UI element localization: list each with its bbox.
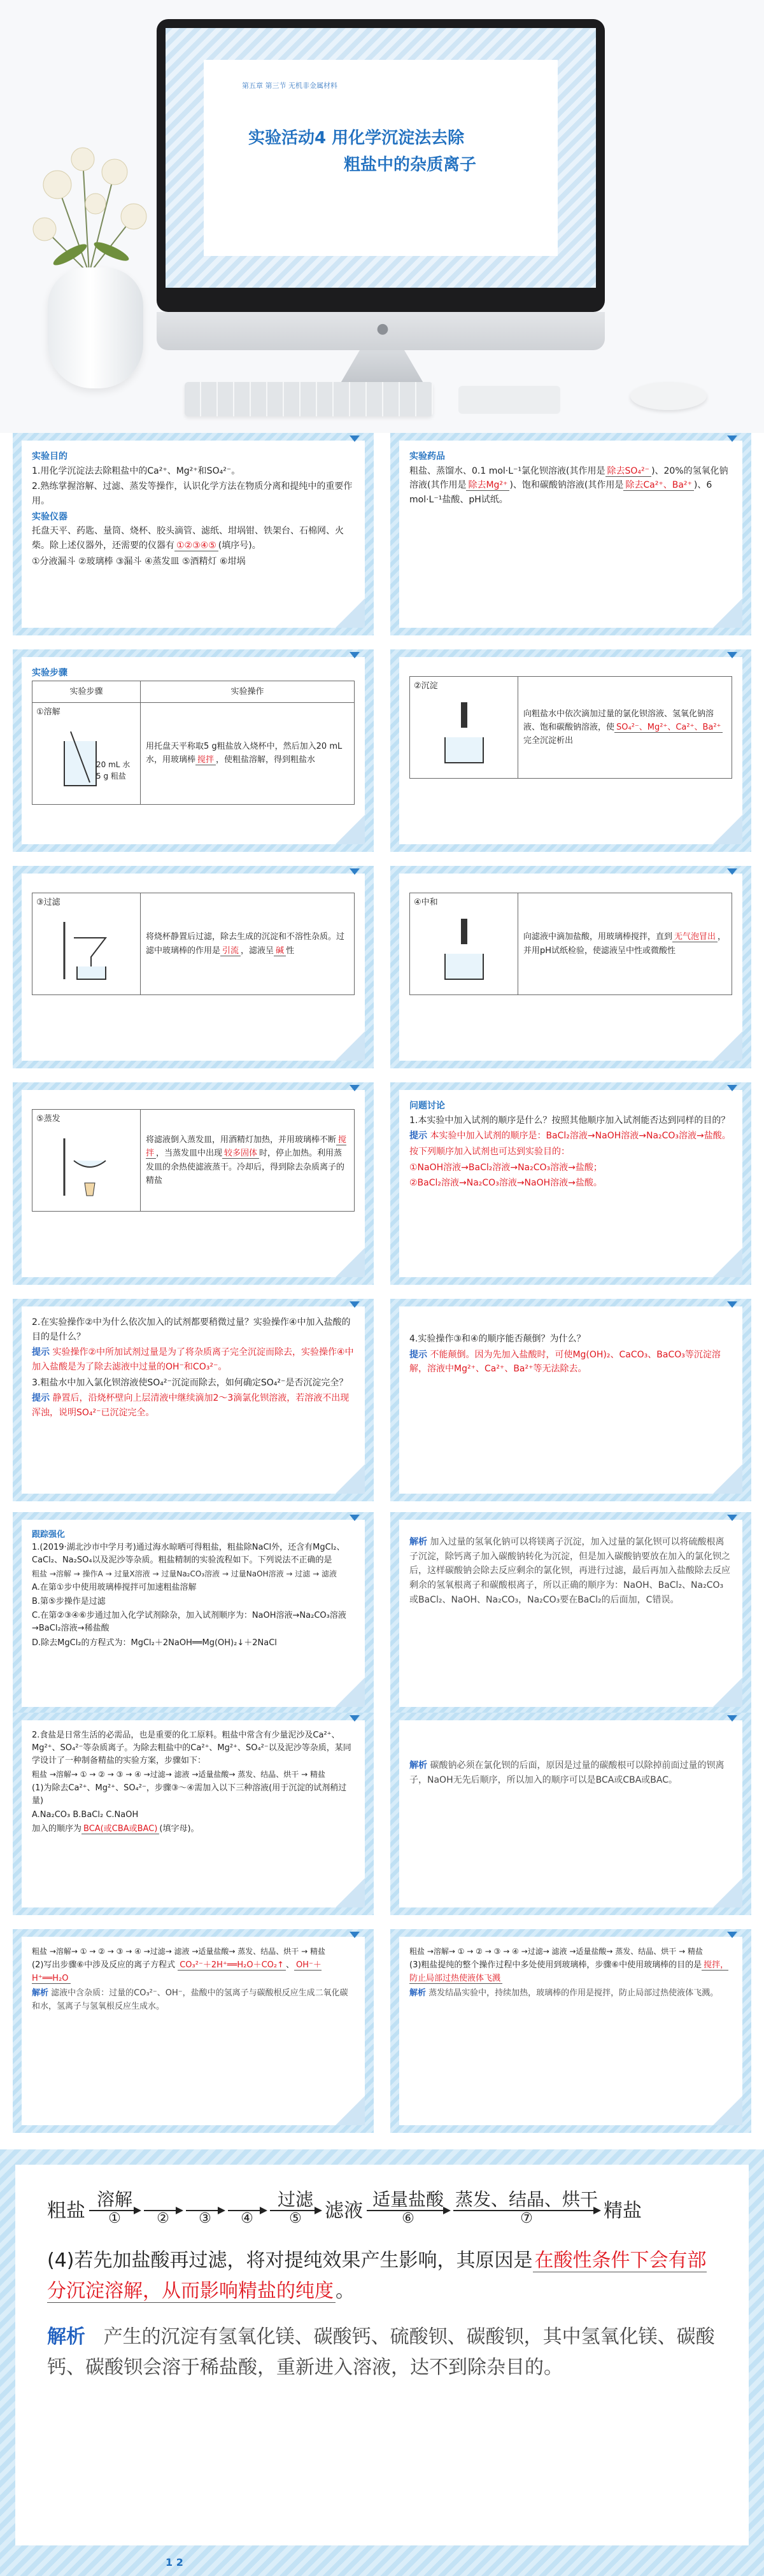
filter-funnel-icon bbox=[58, 919, 115, 982]
table-header: 实验操作 bbox=[141, 681, 355, 702]
bookmark-icon bbox=[350, 652, 360, 658]
section-title: 实验药品 bbox=[409, 451, 445, 462]
option-d: D.除去MgCl₂的方程式为：MgCl₂＋2NaOH══Mg(OH)₂↓＋2NaCl bbox=[32, 1638, 277, 1648]
purpose-1: 1.用化学沉淀法去除粗盐中的Ca²⁺、Mg²⁺和SO₄²⁻。 bbox=[32, 465, 241, 476]
section-title: 实验仪器 bbox=[32, 511, 67, 522]
keyboard bbox=[185, 382, 433, 416]
slide-step-evaporate: ⑤蒸发 将滤液倒入蒸发皿，用酒精灯加热，并用玻璃棒不断 搅拌 ，当蒸发皿中出现 较多固体 时，停止加热。利用蒸发皿的余热使滤液蒸干。冷却后，得到除去杂质离子的精盐 bbox=[13, 1082, 374, 1285]
slide-large-question-4: 粗盐 溶解 ① ② ③ ④ 过滤 ⑤ 滤液 适量盐酸 ⑥ 蒸发、结晶、烘干 ⑦ 精盐 (4)若先加盐酸再过滤，将对提纯效果产生影响，其原因是 在酸性条件下会有部分沉淀溶解，从而影响精盐的纯度 。 解析 产生的沉淀有氢氧化镁、碳酸钙、硫酸钡、碳酸钡，其中氢氧化镁、碳酸钙、碳酸钡会溶于稀盐酸，重新进入溶液，达不到除杂目的。 1 2 bbox=[0, 2149, 764, 2576]
hero-section bbox=[0, 0, 764, 433]
reagents-text: 粗盐、蒸馏水、0.1 mol·L⁻¹氯化钡溶液(其作用是 除去SO₄²⁻ )、20%的氢氧化钠溶液(其作用是 除去Mg²⁺ )、饱和碳酸钠溶液(其作用是 除去Ca²⁺、Ba²⁺ )、6 mol·L⁻¹盐酸、pH试纸。 bbox=[409, 465, 728, 506]
bookmark-icon bbox=[727, 1301, 737, 1308]
bookmark-icon bbox=[727, 868, 737, 875]
bookmark-icon bbox=[727, 1715, 737, 1722]
flow-diagram: 粗盐 →溶解→ ① → ② → ③ → ④ →过滤→ 滤液 →适量盐酸→ 蒸发、结晶、烘干 → 精盐 bbox=[32, 1947, 325, 1956]
bookmark-icon bbox=[727, 652, 737, 658]
page-number: 1 2 bbox=[166, 2556, 183, 2568]
slide-discussion-2: 2.在实验操作②中为什么依次加入的试剂都要稍微过量？实验操作④中加入盐酸的目的是什么？ 提示 实验操作②中所加试剂过量是为了将杂质离子完全沉淀而除去，实验操作④中加入盐酸是为了除去滤液中过量的OH⁻和CO₃²⁻。 3.粗盐水中加入氯化钡溶液使SO₄²⁻沉淀而除去，如何确定SO₄²⁻是否沉淀完全？ 提示 静置后，沿烧杯壁向上层清液中继续滴加2～3滴氯化钡溶液，若溶液不出现浑浊，说明SO₄²⁻已沉淀完全。 bbox=[13, 1299, 374, 1501]
purpose-2: 2.熟练掌握溶解、过滤、蒸发等操作，认识化学方法在物质分离和提纯中的重要作用。 bbox=[32, 481, 353, 507]
flow-diagram: 粗盐 溶解 ① ② ③ ④ 过滤 ⑤ 滤液 适量盐酸 ⑥ 蒸发、结晶、烘干 ⑦ 精盐 bbox=[47, 2189, 642, 2226]
answer-blank: ①②③④⑤ bbox=[174, 541, 218, 551]
bookmark-icon bbox=[727, 1932, 737, 1938]
slide-practice-3: 粗盐 →溶解→ ① → ② → ③ → ④ →过滤→ 滤液 →适量盐酸→ 蒸发、结晶、烘干 → 精盐 (2)写出步骤⑥中涉及反应的离子方程式 CO₃²⁻＋2H⁺══H₂O＋CO₂↑ 、 OH⁻＋H⁺══H₂O 解析 滤液中含杂质：过量的CO₃²⁻、OH⁻，盐酸中的氢离子与碳酸根反应生成二氧化碳和水，氢离子与氢氧根反应生成水。 bbox=[13, 1929, 374, 2133]
evaporating-dish-icon bbox=[58, 1135, 115, 1199]
option-a: A.在第①步中使用玻璃棒搅拌可加速粗盐溶解 bbox=[32, 1583, 197, 1593]
option-c: C.在第②③④⑥步通过加入化学试剂除杂，加入试剂顺序为：NaOH溶液→Na₂CO₃溶液→BaCl₂溶液→稀盐酸 bbox=[32, 1611, 346, 1634]
slide-discussion-3: 4.实验操作③和④的顺序能否颠倒？为什么？ 提示 不能颠倒。因为先加入盐酸时，可使Mg(OH)₂、CaCO₃、BaCO₃等沉淀溶解，溶液中Mg²⁺、Ca²⁺、Ba²⁺等无法除去。 bbox=[390, 1299, 751, 1501]
slide-header: 第五章 第三节 无机非金属材料 bbox=[242, 81, 337, 90]
bookmark-icon bbox=[350, 1715, 360, 1722]
slide-practice-4: 粗盐 →溶解→ ① → ② → ③ → ④ →过滤→ 滤液 →适量盐酸→ 蒸发、结晶、烘干 → 精盐 (3)粗盐提纯的整个操作过程中多处使用到玻璃棒，步骤⑥中使用玻璃棒的目的是 搅拌，防止局部过热使液体飞溅 解析 蒸发结晶实验中，持续加热，玻璃棒的作用是搅拌，防止局部过热使液体飞溅。 bbox=[390, 1929, 751, 2133]
section-title: 实验步骤 bbox=[32, 668, 67, 678]
steps-table bbox=[32, 681, 355, 805]
section-title: 实验目的 bbox=[32, 451, 67, 462]
bookmark-icon bbox=[350, 1301, 360, 1308]
slide-title: 实验活动4 用化学沉淀法去除 bbox=[248, 129, 465, 148]
instruments-text: 托盘天平、药匙、量筒、烧杯、胶头滴管、滤纸、坩埚钳、铁架台、石棉网、火柴。除上述仪器外，还需要的仪器有 ①②③④⑤ (填序号)。 bbox=[32, 526, 344, 551]
bookmark-icon bbox=[727, 1085, 737, 1091]
bookmark-icon bbox=[350, 1932, 360, 1938]
slide-practice-2: 2.食盐是日常生活的必需品，也是重要的化工原料。粗盐中常含有少量泥沙及Ca²⁺、Mg²⁺、SO₄²⁻等杂质离子。为除去粗盐中的Ca²⁺、Mg²⁺、SO₄²⁻以及泥沙等杂质，某同学设计了一种制备精盐的实验方案，步骤如下： 粗盐 →溶解→ ① → ② → ③ → ④ →过滤→ 滤液 →适量盐酸→ 蒸发、结晶、烘干 → 精盐 (1)为除去Ca²⁺、Mg²⁺、SO₄²⁻，步骤③～④需加入以下三种溶液(用于沉淀的试剂稍过量) A.Na₂CO₃ B.BaCl₂ C.NaOH 加入的顺序为 BCA(或CBA或BAC) (填字母)。 bbox=[13, 1713, 374, 1915]
slide-step-precipitate: ②沉淀 向粗盐水中依次滴加过量的氯化钡溶液、氢氧化钠溶液、饱和碳酸钠溶液，使 SO₄²⁻、Mg²⁺、Ca²⁺、Ba²⁺完全沉淀析出 bbox=[390, 649, 751, 852]
mouse bbox=[630, 382, 707, 410]
slide-step-filter: ③过滤 将烧杯静置后过滤，除去生成的沉淀和不溶性杂质。过滤中玻璃棒的作用是 引流 ，滤液呈 碱 性 bbox=[13, 866, 374, 1068]
bookmark-icon bbox=[350, 1085, 360, 1091]
section-title: 跟踪强化 bbox=[32, 1530, 66, 1539]
bookmark-icon bbox=[350, 1515, 360, 1521]
dropper-icon bbox=[435, 702, 493, 766]
slide-analysis-1: 解析 加入过量的氢氧化钠可以将镁离子沉淀，加入过量的氯化钡可以将硫酸根离子沉淀，除钙离子加入碳酸钠转化为沉淀，但是加入碳酸钠要放在加入的氯化钡之后，这样碳酸钠会除去反应剩余的氯化钡，再进行过滤，最后再加入盐酸除去反应剩余的氢氧根离子和碳酸根离子，所以正确的顺序为：NaOH、BaCl₂、Na₂CO₃或BaCl₂、NaOH、Na₂CO₃，Na₂CO₃要在BaCl₂的后面加，C错误。 bbox=[390, 1512, 751, 1715]
step-cell: ①溶解 20 mL 水 5 g 粗盐 bbox=[32, 702, 141, 804]
bookmark-icon bbox=[727, 435, 737, 442]
slide-practice-1: 跟踪强化 1.(2019·湖北沙市中学月考)通过海水晾晒可得粗盐，粗盐除NaCl外，还含有MgCl₂、CaCl₂、Na₂SO₄以及泥沙等杂质。粗盐精制的实验流程如下。下列说法不正确的是 粗盐 →溶解 → 操作A → 过量X溶液 → 过量Na₂CO₃溶液 → 过量NaOH溶液 → 过滤 → 滤液 A.在第①步中使用玻璃棒搅拌可加速粗盐溶解 B.第⑤步操作是过滤 C.在第②③④⑥步通过加入化学试剂除杂，加入试剂顺序为：NaOH溶液→Na₂CO₃溶液→BaCl₂溶液→稀盐酸 D.除去MgCl₂的方程式为：MgCl₂＋2NaOH══Mg(OH)₂↓＋2NaCl bbox=[13, 1512, 374, 1715]
slide-step-dissolve bbox=[13, 649, 374, 852]
slide-analysis-2: 解析 碳酸钠必须在氯化钡的后面，原因是过量的碳酸根可以除掉前面过量的钡离子，NaOH无先后顺序，所以加入的顺序可以是BCA或CBA或BAC。 bbox=[390, 1713, 751, 1915]
flow-diagram: 粗盐 →溶解→ ① → ② → ③ → ④ →过滤→ 滤液 →适量盐酸→ 蒸发、结晶、烘干 → 精盐 bbox=[409, 1947, 703, 1956]
option-b: B.第⑤步操作是过滤 bbox=[32, 1597, 106, 1607]
section-title: 问题讨论 bbox=[409, 1101, 445, 1111]
slide-step-neutralize: ④中和 向滤液中滴加盐酸，用玻璃棒搅拌，直到 无气泡冒出 ，并用pH试纸检验，使滤液呈中性或微酸性 bbox=[390, 866, 751, 1068]
slide-purpose bbox=[13, 433, 374, 635]
flow-diagram: 粗盐 →溶解 → 操作A → 过量X溶液 → 过量Na₂CO₃溶液 → 过量NaOH溶液 → 过滤 → 滤液 bbox=[32, 1569, 337, 1579]
bookmark-icon bbox=[350, 868, 360, 875]
instrument-options: ①分液漏斗 ②玻璃棒 ③漏斗 ④蒸发皿 ⑤酒精灯 ⑥坩埚 bbox=[32, 556, 246, 567]
apple-logo-icon: ● bbox=[376, 321, 389, 337]
slide-discussion-1: 问题讨论 1.本实验中加入试剂的顺序是什么？按照其他顺序加入试剂能否达到同样的目的？ 提示 本实验中加入试剂的顺序是：BaCl₂溶液→NaOH溶液→Na₂CO₃溶液→盐酸。 按下列顺序加入试剂也可达到实验目的： ①NaOH溶液→BaCl₂溶液→Na₂CO₃溶液→盐酸； ②BaCl₂溶液→Na₂CO₃溶液→NaOH溶液→盐酸。 bbox=[390, 1082, 751, 1285]
slide-subtitle: 粗盐中的杂质离子 bbox=[344, 155, 477, 174]
dropper-icon bbox=[435, 919, 493, 982]
vase bbox=[48, 267, 143, 388]
slide-reagents bbox=[390, 433, 751, 635]
bookmark-icon bbox=[350, 435, 360, 442]
trackpad bbox=[458, 386, 560, 414]
table-header: 实验步骤 bbox=[32, 681, 141, 702]
step-operation: 用托盘天平称取5 g粗盐放入烧杯中，然后加入20 mL水，用玻璃棒 搅拌 ，使粗盐溶解，得到粗盐水 bbox=[141, 702, 355, 804]
flow-diagram: 粗盐 →溶解→ ① → ② → ③ → ④ →过滤→ 滤液 →适量盐酸→ 蒸发、结晶、烘干 → 精盐 bbox=[32, 1770, 325, 1780]
bookmark-icon bbox=[727, 1515, 737, 1521]
